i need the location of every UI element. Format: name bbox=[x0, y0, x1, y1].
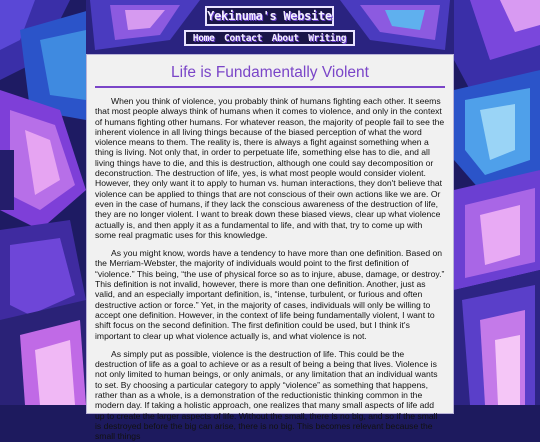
nav-home-link[interactable]: Home bbox=[192, 32, 215, 44]
nav-about-link[interactable]: About bbox=[271, 32, 299, 44]
article-paragraph-2: As you might know, words have a tendency to have more than one definition. Based on the Merriam-Webster, the majority of individuals would point to the first definition of “violence.” This being, “the use of physical force so as to injure, abuse, damage, or destroy.” This definition is not invalid, however, there is more than one definition. Another, just as valid, and an especially important definition, is, “intense, turbulent, or furious and often destructive action or force.” Yet, in the majority of cases, individuals will only be willing to accept one definition. However, in the context of life being fundamentally violent, I want to shift focus on the second definition. The first definition could be used, but I think it's important to clear up what violence actually is, and what violence is not. bbox=[95, 248, 445, 341]
nav-contact-link[interactable]: Contact bbox=[224, 32, 262, 44]
article-panel bbox=[86, 54, 454, 442]
article-paragraph-3: As simply put as possible, violence is the destruction of life. This could be the destruction of life as a goal to achieve or as a result of being a being that lives. Violence is not only limited to human beings, or only animals, or any limitation that an individual wants to set. By choosing a particular category to apply “violence” as something that happens, rather than as a whole, is a demonstration of the reductionistic thinking common in the modern day. If taking a holistic approach, one realizes that many small aspects of life add up to create the larger aspects of life. Without the small, there is no big, and so if the small is destroyed before the big can arise, there is no big. This becomes relevant because the small things bbox=[95, 348, 438, 442]
article-title: Life is Fundamentally Violent bbox=[95, 63, 445, 88]
main-nav bbox=[184, 30, 355, 46]
nav-writing-link[interactable]: Writing bbox=[308, 32, 347, 44]
site-title[interactable]: Yekinuma's Website bbox=[205, 6, 334, 26]
article-paragraph-1: When you think of violence, you probably think of humans fighting each other. It seems that most people always think of humans when it comes to violence, and only in the context of humans fighting other humans. For whatever reason, the majority of people fail to see the inherent violence in all living things because of the biased perception of what the word violence means to them. The reality is, there is always a fight against something when a thing is living. Not only that, in order to perpetuate life, something else has to die, and all living things have to die, and this is destruction, although one could say decomposition or deconstruction. The destruction of life, yes, is what most people would consider violent. However, they only want it to apply to human vs. human interactions, they don't believe that violence can be applied to things that are not conscious of their own actions like we are. Or even in the case of humans, if they lack the conscious awareness of the destruction of life, they are no longer violent. I want to break down these biased views, clear up what violence actually is, and then apply it as a fundamental to life, and with that, try to come up with some real pragmatic uses for this knowledge. bbox=[95, 96, 445, 240]
